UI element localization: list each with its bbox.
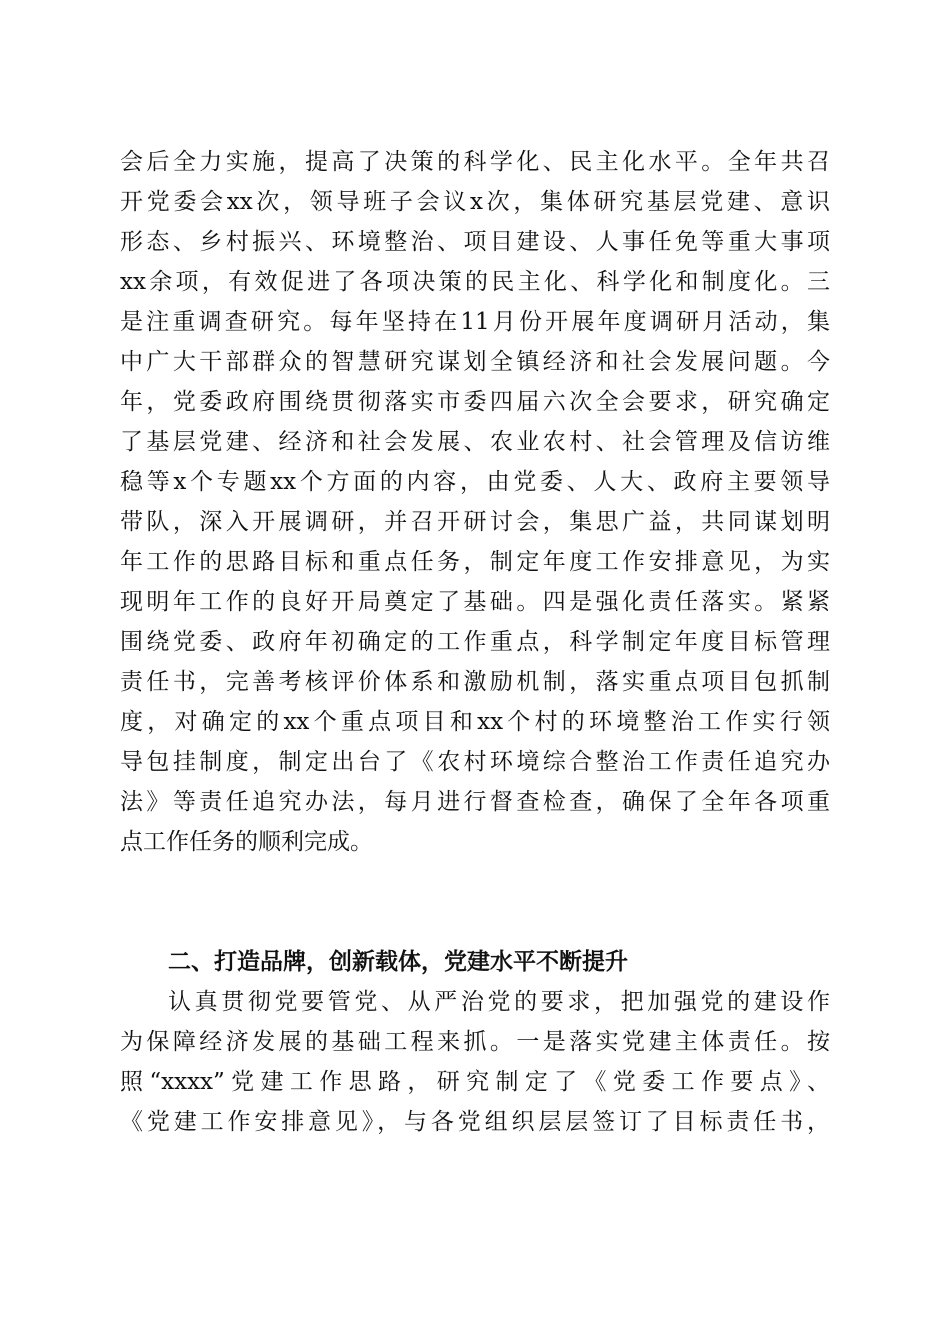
paragraph-line: 度，对确定的xx个重点项目和xx个村的环境整治工作实行领: [120, 709, 830, 735]
paragraph-line: 认真贯彻党要管党、从严治党的要求，把加强党的建设作: [168, 989, 830, 1015]
paragraph-line: 围绕党委、政府年初确定的工作重点，科学制定年度目标管理: [120, 629, 830, 655]
paragraph-line: 会后全力实施，提高了决策的科学化、民主化水平。全年共召: [120, 149, 830, 175]
paragraph-line: 带队，深入开展调研，并召开研讨会，集思广益，共同谋划明: [120, 509, 830, 535]
paragraph-line: 责任书，完善考核评价体系和激励机制，落实重点项目包抓制: [120, 669, 830, 695]
paragraph-line: 是注重调查研究。每年坚持在11月份开展年度调研月活动，集: [120, 309, 830, 335]
paragraph-line: 点工作任务的顺利完成。: [120, 829, 373, 855]
paragraph-line: 照“xxxx”党建工作思路，研究制定了《党委工作要点》、: [120, 1069, 830, 1095]
paragraph-line: xx余项，有效促进了各项决策的民主化、科学化和制度化。三: [120, 269, 830, 295]
paragraph-line: 稳等x个专题xx个方面的内容，由党委、人大、政府主要领导: [120, 469, 830, 495]
paragraph-line: 中广大干部群众的智慧研究谋划全镇经济和社会发展问题。今: [120, 349, 830, 375]
paragraph-line: 年，党委政府围绕贯彻落实市委四届六次全会要求，研究确定: [120, 389, 830, 415]
paragraph-line: 法》等责任追究办法，每月进行督查检查，确保了全年各项重: [120, 789, 830, 815]
paragraph-line: 《党建工作安排意见》，与各党组织层层签订了目标责任书，: [120, 1109, 830, 1135]
paragraph-line: 年工作的思路目标和重点任务，制定年度工作安排意见，为实: [120, 549, 830, 575]
paragraph-line: 为保障经济发展的基础工程来抓。一是落实党建主体责任。按: [120, 1029, 830, 1055]
paragraph-line: 形态、乡村振兴、环境整治、项目建设、人事任免等重大事项: [120, 229, 830, 255]
paragraph-line: 现明年工作的良好开局奠定了基础。四是强化责任落实。紧紧: [120, 589, 830, 615]
paragraph-line: 了基层党建、经济和社会发展、农业农村、社会管理及信访维: [120, 429, 830, 455]
paragraph-line: 导包挂制度，制定出台了《农村环境综合整治工作责任追究办: [120, 749, 830, 775]
section-heading: 二、打造品牌，创新载体，党建水平不断提升: [168, 949, 628, 975]
paragraph-line: 开党委会xx次，领导班子会议x次，集体研究基层党建、意识: [120, 189, 830, 215]
